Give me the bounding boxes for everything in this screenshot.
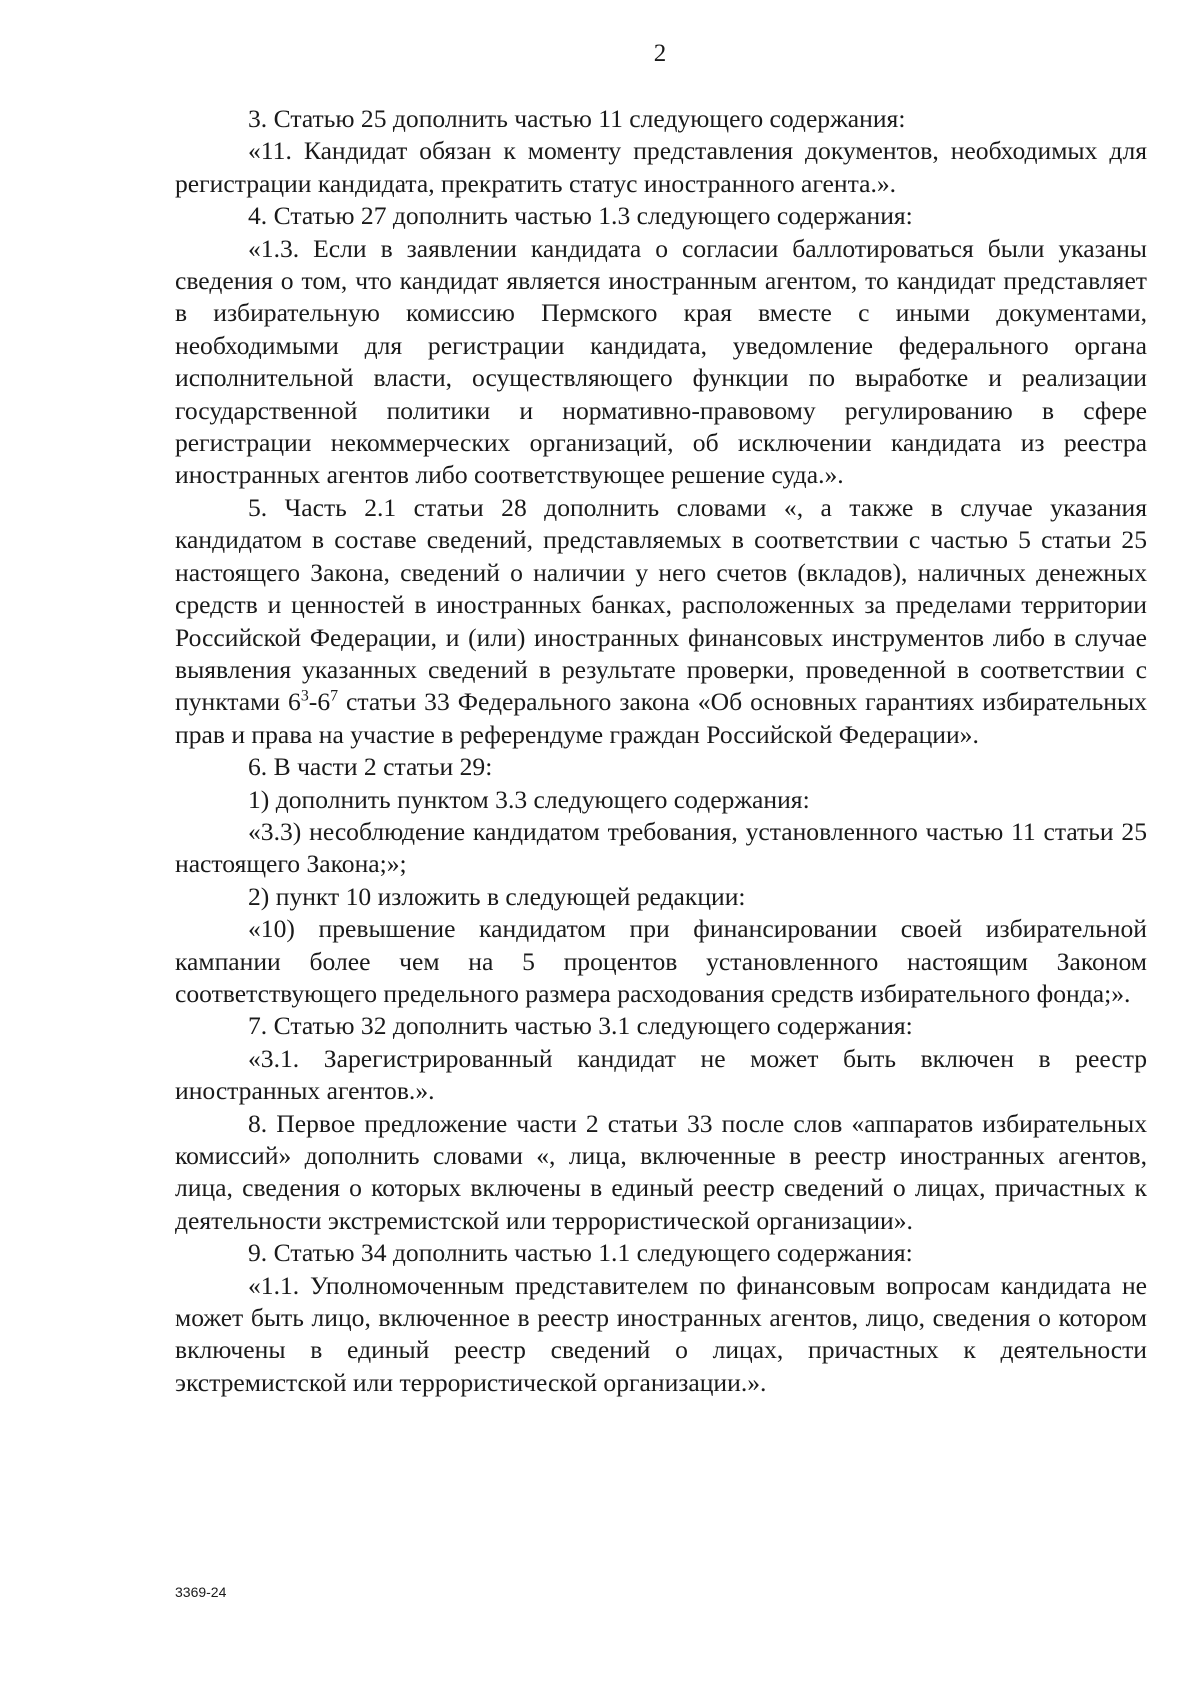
paragraph-item-3: 3. Статью 25 дополнить частью 11 следующего содержания: bbox=[248, 104, 906, 133]
paragraph-item-4: 4. Статью 27 дополнить частью 1.3 следующего содержания: bbox=[248, 201, 913, 231]
paragraph-item-9: 9. Статью 34 дополнить частью 1.1 следующего содержания: bbox=[248, 1238, 913, 1268]
ref-6b: 6 bbox=[317, 687, 331, 717]
document-body bbox=[175, 103, 1147, 1399]
paragraph-quote-10: «10) превышение кандидатом при финансировании своей избирательной кампании более чем на 5 процентов установленного настоящим Законом соответствующего предельного размера расходования средств избирательного фонда;». bbox=[175, 914, 1147, 1008]
page-number: 2 bbox=[653, 40, 667, 67]
ref-6: 6 bbox=[288, 687, 301, 717]
paragraph-quote-3-1: «3.1. Зарегистрированный кандидат не может быть включен в реестр иностранных агентов.». bbox=[175, 1043, 1147, 1106]
paragraph-item-8: 8. Первое предложение части 2 статьи 33 после слов «аппаратов избирательных комиссий» дополнить словами «, лица, включенные в реестр иностранных агентов, лица, сведения о которых включены в единый реестр сведений о лицах, причастных к деятельности экстремистской или террористической организации». bbox=[175, 1108, 1147, 1235]
paragraph-quote-1-1: «1.1. Уполномоченным представителем по финансовым вопросам кандидата не может быть лицо, включенное в реестр иностранных агентов, лицо, сведения о котором включены в единый реестр сведений о лицах, причастных к деятельности экстремистской или террористической организации.». bbox=[175, 1270, 1147, 1397]
paragraph-item-5-text: 5. Часть 2.1 статьи 28 дополнить словами «, а также в случае указания кандидатом в составе сведений, представляемых в соответствии с частью 5 статьи 25 настоящего Закона, сведений о наличии у него счетов (вкладов), наличных денежных средств и ценностей в иностранных банках, расположенных за пределами территории Российской Федерации, и (или) иностранных финансовых инструментов либо в случае выявления указанных сведений в результате проверки, проведенной в соответствии с пунктами bbox=[175, 492, 1147, 717]
paragraph-item-6-1: 1) дополнить пунктом 3.3 следующего содержания: bbox=[248, 784, 810, 814]
paragraph-quote-part-11: «11. Кандидат обязан к моменту представления документов, необходимых для регистрации кандидата, прекратить статус иностранного агента.». bbox=[175, 136, 1147, 198]
paragraph-item-5-tail: статьи 33 Федерального закона «Об основных гарантиях избирательных прав и права на участие в референдуме граждан Российской Федерации». bbox=[175, 687, 1147, 749]
paragraph-quote-part-1-3: «1.3. Если в заявлении кандидата о согласии баллотироваться были указаны сведения о том, что кандидат является иностранным агентом, то кандидат представляет в избирательную комиссию Пермского края вместе с иными документами, необходимыми для регистрации кандидата, уведомление федерального органа исполнительной власти, осуществляющего функции по выработке и реализации государственной политики и нормативно-правовому регулированию в сфере регистрации некоммерческих организаций, об исключении кандидата из реестра иностранных агентов либо соответствующее решение суда.». bbox=[175, 233, 1147, 490]
paragraph-quote-3-3: «3.3) несоблюдение кандидатом требования, установленного частью 11 статьи 25 настоящего Закона;»; bbox=[175, 816, 1147, 879]
ref-sup-3: 3 bbox=[300, 687, 309, 705]
ref-sup-7: 7 bbox=[330, 687, 339, 705]
paragraph-item-7: 7. Статью 32 дополнить частью 3.1 следующего содержания: bbox=[248, 1011, 913, 1041]
ref-dash: - bbox=[308, 687, 318, 717]
document-code: 3369-24 bbox=[175, 1584, 227, 1600]
paragraph-item-5 bbox=[175, 492, 1147, 751]
paragraph-item-6: 6. В части 2 статьи 29: bbox=[248, 752, 493, 782]
paragraph-item-6-2: 2) пункт 10 изложить в следующей редакции: bbox=[248, 881, 746, 911]
